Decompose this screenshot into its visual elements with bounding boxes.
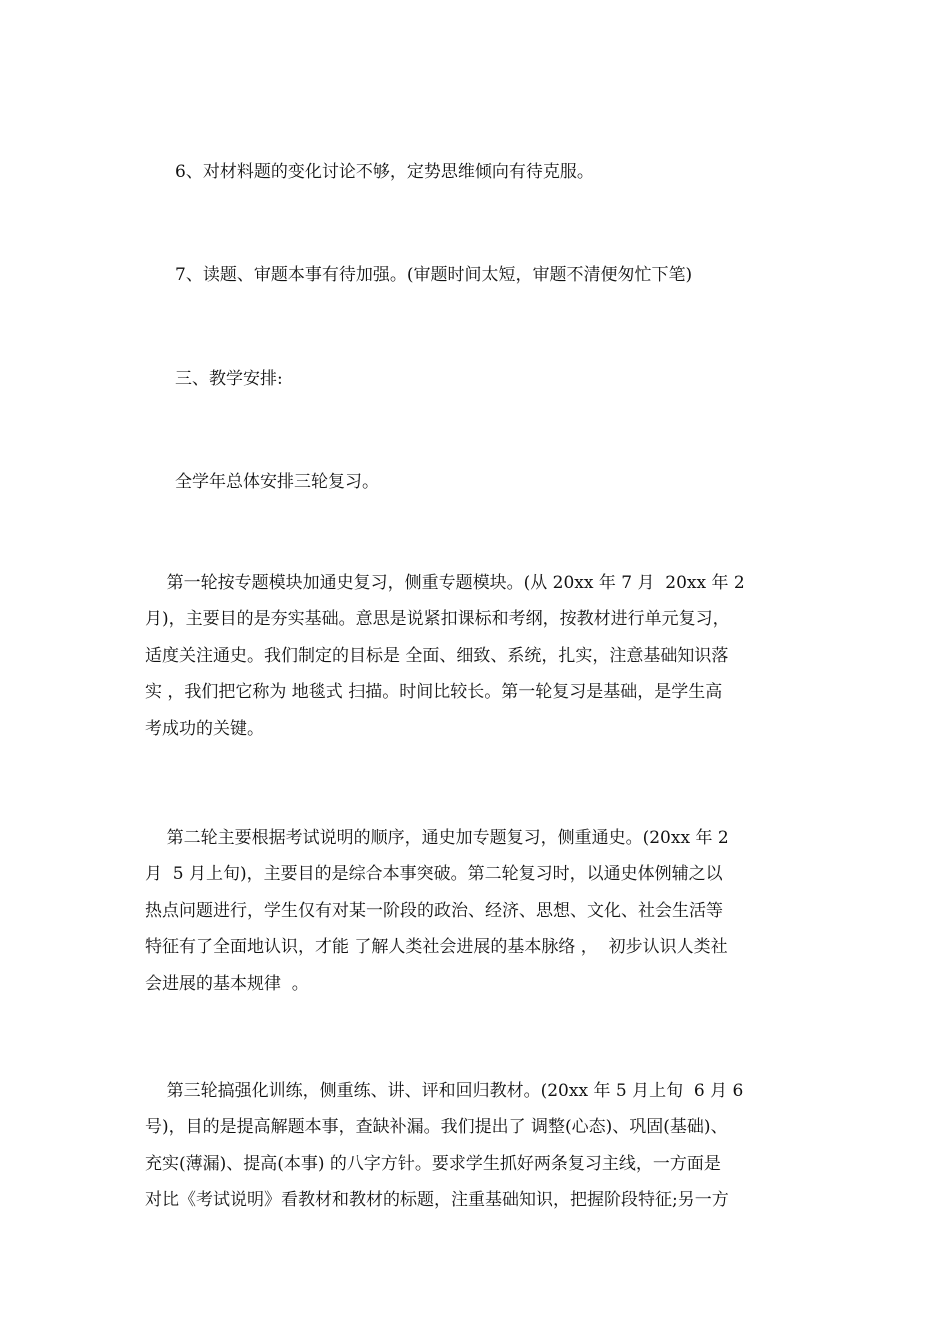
- paragraph-line: 会进展的基本规律 。: [145, 973, 309, 994]
- paragraph-round-3: [145, 1073, 809, 1219]
- paragraph-line: 第二轮主要根据考试说明的顺序，通史加专题复习，侧重通史。(20xx 年 2: [145, 828, 729, 848]
- paragraph-line: 适度关注通史。我们制定的目标是 全面、细致、系统，扎实，注意基础知识落: [145, 645, 729, 666]
- paragraph-line: 实 ，我们把它称为 地毯式 扫描。时间比较长。第一轮复习是基础，是学生高: [145, 682, 723, 703]
- paragraph-line: 号)，目的是提高解题本事，查缺补漏。我们提出了 调整(心态)、巩固(基础)、: [145, 1117, 728, 1138]
- overview-text: 全学年总体安排三轮复习。: [175, 472, 379, 492]
- paragraph-line: 特征有了全面地认识，才能 了解人类社会进展的基本脉络 ， 初步认识人类社: [145, 937, 728, 958]
- paragraph-round-2: [145, 820, 809, 1002]
- section-heading-teaching-arrangement: 三、教学安排:: [175, 369, 283, 389]
- paragraph-line: 第一轮按专题模块加通史复习，侧重专题模块。(从 20xx 年 7 月 20xx 年 2: [145, 573, 745, 593]
- paragraph-line: 月)，主要目的是夯实基础。意思是说紧扣课标和考纲，按教材进行单元复习，: [145, 609, 730, 630]
- paragraph-line: 考成功的关键。: [145, 718, 264, 739]
- item-6-text: 6、对材料题的变化讨论不够，定势思维倾向有待克服。: [175, 162, 594, 182]
- paragraph-round-1: [145, 565, 809, 747]
- paragraph-line: 对比《考试说明》看教材和教材的标题，注重基础知识，把握阶段特征;另一方: [145, 1190, 729, 1211]
- item-7-text: 7、读题、审题本事有待加强。(审题时间太短，审题不清便匆忙下笔): [175, 265, 693, 285]
- paragraph-line: 月 5 月上旬)，主要目的是综合本事突破。第二轮复习时，以通史体例辅之以: [145, 864, 723, 885]
- paragraph-line: 第三轮搞强化训练，侧重练、讲、评和回归教材。(20xx 年 5 月上旬 6 月 6: [145, 1081, 744, 1101]
- paragraph-line: 热点问题进行，学生仅有对某一阶段的政治、经济、思想、文化、社会生活等: [145, 900, 723, 921]
- paragraph-line: 充实(薄漏)、提高(本事) 的八字方针。要求学生抓好两条复习主线，一方面是: [145, 1153, 721, 1174]
